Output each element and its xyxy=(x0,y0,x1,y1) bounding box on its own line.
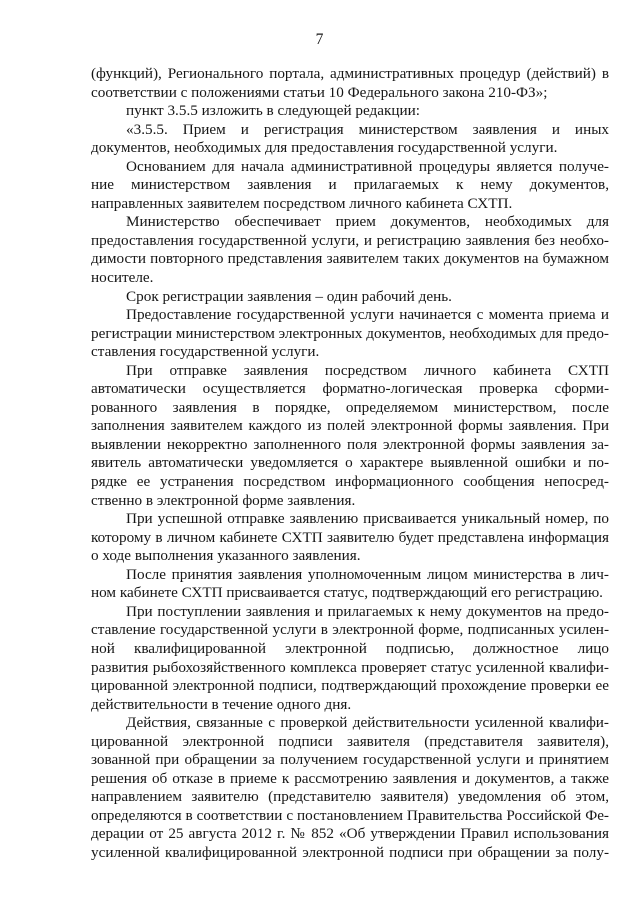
text-line: Министерство обеспечивает прием документов, необходимых для xyxy=(126,213,609,231)
text-line: действительности в течение одного дня. xyxy=(91,695,352,713)
text-line: носителе. xyxy=(91,269,154,287)
text-line: Предоставление государственной услуги начинается с момента приема и xyxy=(126,306,609,324)
text-line: направлением заявителю (представителю заявителя) уведомления об этом, xyxy=(91,788,609,806)
text-line: «3.5.5. Прием и регистрация министерством заявления и иных xyxy=(126,120,609,138)
text-line: пункт 3.5.5 изложить в следующей редакции: xyxy=(126,102,420,120)
text-line: Срок регистрации заявления – один рабочий день. xyxy=(126,287,452,305)
text-line: усиленной квалифицированной электронной подписи при обращении за полу- xyxy=(91,843,609,861)
text-line: (функций), Регионального портала, административных процедур (действий) в xyxy=(91,65,609,82)
text-line: документов, необходимых для предоставления государственной услуги. xyxy=(91,139,558,157)
text-line: дерации от 25 августа 2012 г. № 852 «Об утверждении Правил использования xyxy=(91,825,609,843)
text-line: При успешной отправке заявлению присваивается уникальный номер, по xyxy=(126,510,609,528)
text-line: развития рыбохозяйственного комплекса проверяет статус усиленной квалифи- xyxy=(91,658,609,676)
text-line: При отправке заявления посредством личного кабинета СХТП xyxy=(126,361,609,379)
text-line: димости повторного представления заявителем таких документов на бумажном xyxy=(91,250,609,268)
text-line: которому в личном кабинете СХТП заявителю будет представлена информация xyxy=(91,528,609,546)
text-line: Действия, связанные с проверкой действительности усиленной квалифи- xyxy=(126,714,609,732)
text-line: ставление государственной услуги в электронной форме, подписанных усилен- xyxy=(91,621,609,639)
text-line: о ходе выполнения указанного заявления. xyxy=(91,547,361,565)
text-line: рядке ее устранения посредством информационного сообщения непосред- xyxy=(91,473,609,491)
text-line: решения об отказе в приеме к рассмотрению заявления и документов, а также xyxy=(91,769,609,787)
text-line: цированной электронной подписи, подтверждающий прохождение проверки ее xyxy=(91,677,609,695)
text-line: явитель автоматически уведомляется о характере выявленной ошибки и по- xyxy=(91,454,609,472)
text-line: ние министерством заявления и прилагаемых к нему документов, xyxy=(91,176,609,194)
text-line: Основанием для начала административной процедуры является получе- xyxy=(126,157,609,175)
text-line: автоматически осуществляется форматно-логическая проверка сформи- xyxy=(91,380,609,398)
text-line: При поступлении заявления и прилагаемых к нему документов на предо- xyxy=(126,602,609,620)
text-line: направленных заявителем посредством личного кабинета СХТП. xyxy=(91,194,513,212)
text-line: рованного заявления в порядке, определяемом министерством, после xyxy=(91,398,609,416)
text-line: определяются в соответствии с постановлением Правительства Российской Фе- xyxy=(91,806,609,824)
page-number: 7 xyxy=(315,31,324,48)
text-line: ственно в электронной форме заявления. xyxy=(91,491,356,509)
text-line: ставления государственной услуги. xyxy=(91,343,320,361)
text-line: цированной электронной подписи заявителя (представителя заявителя), xyxy=(91,732,609,750)
document-body xyxy=(91,65,609,863)
text-line: зованной при обращении за получением государственной услуги и принятием xyxy=(91,751,609,769)
text-line: регистрации министерством электронных документов, необходимых для предо- xyxy=(91,324,609,342)
text-line: предоставления государственной услуги, и регистрацию заявления без необхо- xyxy=(91,231,609,249)
text-line: выявлении некорректно заполненного поля электронной формы заявления за- xyxy=(91,435,609,453)
text-line: ном кабинете СХТП присваивается статус, подтверждающий его регистрацию. xyxy=(91,584,603,602)
text-line: заполнения заявителем каждого из полей электронной формы заявления. При xyxy=(91,417,609,435)
text-line: ной квалифицированной электронной подписью, должностное лицо xyxy=(91,639,609,657)
text-line: соответствии с положениями статьи 10 Федерального закона 210-ФЗ»; xyxy=(91,83,548,101)
text-line: После принятия заявления уполномоченным лицом министерства в лич- xyxy=(126,565,609,583)
